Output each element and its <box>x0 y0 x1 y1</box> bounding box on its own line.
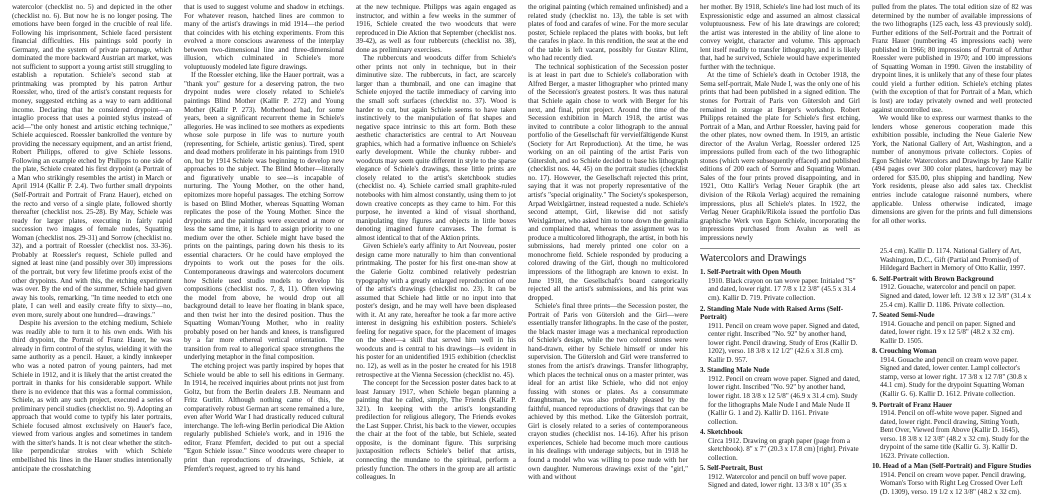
checklist-entries <box>700 268 860 490</box>
entry-details: Circa 1912. Drawing on graph paper (page from a sketchbook). 8" x 7" (20.3 x 17.8 cm) [right]. Private collection. <box>708 436 859 462</box>
entry-title: 8. Crouching Woman <box>872 347 937 356</box>
checklist-entry <box>700 305 860 365</box>
paragraph: Despite his aversion to the etching medium, Schiele was readily able to turn it to his own ends. With his third drypoint, the Portrait of Franz Hauer, he was already in firm control of the stylus, wielding it with the same authority as a pencil. Hauer, a kindly innkeeper who was a noted patron of young painters, had met Schiele in 1912, and it is likely that the artist created the portrait in thanks for his considerable support. While there is no evidence that this was a formal commission, Schiele, as with any such project, executed a series of preliminary pencil studies (checklist no. 9). Adopting an approach that would come to typify his later portraits, Schiele focused almost exclusively on Hauer's face, viewed from various angles and sometimes in tandem with the sitter's hands. It is not clear whether the stitch-like perpendicular strokes with which Schiele embellished his lines in the Hauer studies intentionally anticipate the crosshatching <box>12 319 172 473</box>
entry-details: 1914. Gouache and pencil on cream wove paper. Signed and dated, lower center. Lampl collector's stamp, verso at lower right. 17 3/8 x 12 7/8" (30.8 x 44.1 cm). Study for the drypoint Squatting Woman (Kallir G. 6). Kallir D. 1612. Private collection. <box>880 355 1028 398</box>
text-columns <box>12 3 1032 500</box>
checklist-entry <box>700 428 860 462</box>
paragraph: the original painting (which remained unfinished) and a related study (checklist no. 13), the table is set with plates of food and carafes of wine. For the more secular poster, Schiele replaced the plates with books, but left the carafes in place. In this rendition, the seat at the end of the table is left vacant, possibly for Gustav Klimt, who had recently died. <box>528 3 688 63</box>
checklist-entry <box>872 462 1032 496</box>
paragraph: The concept for the Secession poster dates back to at least January 1917, when Schiele began planning a painting that he called, simply, The Friends (Kallir P. 321). In keeping with the artist's longstanding predilection for religious allegory, The Friends evokes the Last Supper. Christ, his back to the viewer, occupies the chair at the foot of the table, but Schiele, seated opposite, is the dominant figure. This surprising juxtaposition reflects Schiele's belief that artists, connecting the mundane to the spiritual, perform a priestly function. The others in the group are all artistic colleagues. In <box>356 379 516 482</box>
paragraph: At the time of Schiele's death in October 1918, the Sema self-portrait, Male Nude I, was the only one of his prints that had been published in a signed edition. The stones for Portrait of Paris von Gütersloh and Girl remained in storage at Berger's workshop. Robert Philipps retained the plate for Schiele's first etching, Portrait of a Man, and Arthur Roessler, having paid for the other plates, now owned them. In 1919, an artistic director of the Avalun Verlag, Roessler ordered 125 impressions pulled from each of the two lithographic stones (which were subsequently effaced) and published editions of 200 each of Sorrow and Squatting Woman. Sales of the four prints proved disappointing, and in 1921, Otto Kallir's Verlag Neuer Graphik (the art division of the Rikola Verlag) acquired the remaining impressions, plus all Schiele's plates. In 1922, the Verlag Neuer Graphik/Rikola issued the portfolio Das graphische Werk von Egon Schiele, incorporating the impressions purchased from Avalun as well as impressions newly <box>700 71 860 242</box>
entry-title: 2. Standing Male Nude with Raised Arms (Self-Portrait) <box>700 304 844 322</box>
entry-details: 1914. Pencil on cream wove paper. Pencil drawing, Woman's Torso with Right Leg Crossed Over Left (D. 1309), verso. 19 1/2 x 12 3/8" (48.2 x 32 cm). <box>880 470 1026 496</box>
checklist-section <box>700 248 860 490</box>
checklist-entry <box>700 366 860 426</box>
checklist-entry <box>872 347 1032 398</box>
paragraph: The technical sophistication of the Secession poster is at least in part due to Schiele's collaboration with Alfred Berger, a master lithographer who printed many of the Secession's greatest posters. It was thus natural that Schiele again chose to work with Berger for his next, and final, print project. Around the time of the Secession exhibition in March 1918, the artist was invited to contribute a color lithograph to the annual portfolio of the Gesellschaft für vervielfältigende Kunst (Society for Art Reproduction). At the time, he was working on an oil painting of the artist Paris von Gütersloh, and so Schiele decided to base his lithograph (checklist nos. 44, 45) on the portrait studies (checklist no. 17). However, the Gesellschaft rejected this print, saying that it was not properly representative of the artist's "special originality." The Society's spokesperson, Arpad Weixlgärtner, instead requested a nude. Schiele's second attempt, Girl, likewise did not satisfy Weixlgärtner, who asked him to tone down the genitalia and complained that, whereas the assignment was to produce a multicolored lithograph, the artist, in both his submissions, had merely printed one color on a monochrome field. Schiele responded by producing a colored drawing of the Girl, though no multicolored impressions of the lithograph are known to exist. In June 1918, the Gesellschaft's board categorically rejected all the artist's submissions, and his print was dropped. <box>528 62 688 302</box>
column-4 <box>528 3 688 500</box>
paragraph: her mother. By 1918, Schiele's line had lost much of its Expressionistic edge and assumed an almost classical voluptuousness. Few of his late drawings are colored; the artist was interested in the ability of line alone to convey weight, character and volume. This approach lent itself readily to transfer lithography, and it is likely that, had he survived, Schiele would have experimented further with the technique. <box>700 3 860 71</box>
checklist-entry <box>872 401 1032 461</box>
checklist-entry <box>872 247 1032 273</box>
paragraph: that is used to suggest volume and shadow in etchings. For whatever reason, hatched lines are common to many of the artist's drawings in mid 1914—the period that coincides with his etching experiments. From this evolved a more conscious awareness of the interplay between two-dimensional line and three-dimensional illusion, which culminated in Schiele's more voluptuously modeled late figure drawings. <box>184 3 344 71</box>
paragraph: The etching project was partly inspired by hopes that Schiele would be able to sell his editions in Germany. In 1914, he received inquiries about prints not just from Goltz, but from the Berlin dealers J.B. Neumann and Fritz Gurlitt. Although nothing came of this, the comparatively robust German art scene remained a lure, even after World War I had drastically reduced cultural interchange. The left-wing Berlin periodical Die Aktion regularly published Schiele's work, and in 1916 the editor, Franz Pfemfert, decided to put out a special "Egon Schiele issue." Since woodcuts were cheaper to print than reproductions of drawings, Schiele, at Pfemfert's request, agreed to try his hand <box>184 361 344 473</box>
entry-details: 1912. Pencil on cream wove paper. Signed and dated, lower right. Inscribed "No. 92" by another hand, lower right. 18 3/8 x 12 5/8" (46.9 x 31.4 cm). Study for the lithographs Male Nude I and Male Nude II (Kallir G. 1 and 2). Kallir D. 1161. Private collection. <box>708 374 860 426</box>
entry-title: 4. Sketchbook <box>700 428 743 437</box>
checklist-continued <box>872 243 1032 496</box>
entry-title: 3. Standing Male Nude <box>700 366 770 375</box>
entry-title: 5. Self-Portrait, Bust <box>700 464 763 473</box>
entry-details: 1912. Gouache, watercolor and pencil on paper. Signed and dated, lower left. 12 3/8 x 12 3/8" (31.4 x 25.4 cm). Kallir D. 1186. Private collection. <box>880 283 1032 309</box>
paragraph: pulled from the plates. The total edition size of 82 was determined by the number of available impressions of the two lithographs (125 each, less 43 previously sold). Further editions of the Self-Portrait and the Portrait of Franz Hauer (numbering 45 impressions each) were published in 1966; 80 impressions of Portrait of Arthur Roessler were published in 1970; and 100 impressions of Squatting Woman in 1990. Given the instability of drypoint lines, it is unlikely that any of these four plates could yield a further edition. Schiele's etching plates (with the exception of that for Portrait of a Man, which is lost) are today privately owned and well protected against uncontrolled use. <box>872 3 1032 114</box>
entry-title: 1. Self-Portrait with Open Mouth <box>700 268 802 277</box>
checklist-entry <box>700 464 860 490</box>
paragraph: The rubbercuts and woodcuts differ from Schiele's other prints not only in technique, but in their diminutive size. The rubbercuts, in fact, are scarcely larger than a thumbnail, and one can imagine that Schiele enjoyed the tactile immediacy of carving into the small soft surfaces (checklist no. 37). Wood is harder to cut, but again Schiele seems to have taken instinctively to the manipulation of flat shapes and negative space intrinsic to this art form. Both these aesthetic characteristics are central to Art Nouveau graphics, which had a formative influence on Schiele's early development. While the chunky rubber- and woodcuts may seem quite different in style to the sparse elegance of Schiele's drawings, these little prints are closely related to the artist's sketchbook studies (checklist no. 4). Schiele carried small graphite-ruled notebooks with him almost constantly, using them to jot down creative concepts as they came to him. For this purpose, he invented a kind of visual shorthand, manipulating tiny figures and objects in little boxes denoting imagined future canvases. The format is almost identical to that of the Aktion prints. <box>356 54 516 242</box>
entry-title: 9. Portrait of Franz Hauer <box>872 400 953 409</box>
paragraph: If the Roessler etching, like the Hauer portrait, was a "thank you" gesture for a deserving patron, the two drypoint nudes were closely related to Schiele's paintings Blind Mother (Kallir P. 272) and Young Mother (Kallir P. 273). Motherhood had, for some years, been a significant recurrent theme in Schiele's allegories. He was inclined to see mothers as expedients whose sole purpose in life was to nurture youth (representing, for Schiele, artistic genius). Tired, spent and dead mothers proliferate in his paintings from 1910 on, but by 1914 Schiele was beginning to develop new approaches to the subject. The Blind Mother—literally and figuratively unable to see—is incapable of nurturing. The Young Mother, on the other hand, epitomizes more hopeful passages. The etching Sorrow is based on Blind Mother, whereas Squatting Woman replicates the pose of the Young Mother. Since the drypoints and the paintings were executed at more or less the same time, it is hard to assign priority to one medium over the other. Schiele might have based the prints on the paintings, paring down his thesis to its essential characters. Or he could have employed the drypoints to work out the poses for the oils. Contemporaneous drawings and watercolors document how Schiele used studio models to develop his compositions (checklist nos. 7, 8, 11). Often viewing the model from above, he would drop out all background detail to leave her floating in blank space, and then twist her into the desired position. Thus the Squatting Woman/Young Mother, who in reality probably posed on her hands and knees, is transfigured by a far more ethereal vertical orientation. The transition from real to allegorical space strengthens the underlying metaphor in the final composition. <box>184 71 344 362</box>
entry-details: 1914. Gouache and pencil on paper. Signed and dated, lower right. 19 x 12 5/8" (48.2 x 32 cm). Kallir D. 1505. <box>880 319 1016 345</box>
column-6 <box>872 3 1032 500</box>
column-2 <box>184 3 344 500</box>
checklist-entry <box>872 311 1032 345</box>
checklist-entry <box>700 268 860 302</box>
column-5 <box>700 3 860 500</box>
paragraph: at the new technique. Philipps was again engaged as instructor, and within a few weeks in the summer of 1916, Schiele created the two woodcuts that were reproduced in Die Aktion that September (checklist nos. 39-42), as well as four rubbercuts (checklist no. 38), done as preliminary exercises. <box>356 3 516 54</box>
entry-details: 1910. Black crayon on tan wove paper. Initialed "S" and dated, lower right. 17 7/8 x 12 3/8" (45.5 x 31.4 cm). Kallir D. 719. Private collection. <box>708 276 856 302</box>
entry-details: 1912. Watercolor and pencil on buff wove paper. Signed and dated, lower right. 13 3/8 x 10" (35 x <box>708 472 847 490</box>
entry-details: 25.4 cm). Kallir D. 1174. National Gallery of Art, Washington, D.C., Gift (Partial and Promised) of Hildegard Bachert in Memory of Otto Kallir, 1997. <box>880 247 1026 273</box>
entry-title: 7. Seated Semi-Nude <box>872 311 935 320</box>
paragraph: watercolor (checklist no. 5) and depicted in the other (checklist no. 6). But now he is no longer posing. The emotions have been forged in the crucible of real life. Following his imprisonment, Schiele faced persistent financial difficulties. His paintings sold poorly in Germany, and the system of private patronage, which dominated the more backward Austrian art market, was not sufficient to support a young artist still struggling to establish a reputation. Schiele's second stab at printmaking was prompted by his patron Arthur Roessler, who, tired of the artist's constant requests for money, suggested etching as a way to earn additional income. Declaring that he considered drypoint—an intaglio process that uses a pointed stylus instead of acid—"the only honest and artistic etching technique," Schiele acquiesced. Roessler bankrolled the venture by providing the necessary equipment, and an artist friend, Robert Philipps, offered to give Schiele lessons. Following an example etched by Philipps to one side of the plate, Schiele created his first drypoint (a Portrait of a Man who strikingly resembles the artist) in March or April 1914 (Kallir P. 2.4). Two further small drypoints (Self-Portrait and Portrait of Franz Hauer), etched on the recto and verso of a single plate, followed shortly thereafter (checklist nos. 25-28). By May, Schiele was ready for larger plates, executing in fairly rapid succession two images of female nudes, Squatting Woman (checklist nos. 29-31) and Sorrow (checklist no. 32), and a portrait of Roessler (checklist nos. 33-36). Probably at Roessler's request, Schiele pulled and signed at least nine (and possibly over 30) impressions of the portrait, but very few lifetime proofs exist of the other drypoints. And with this, the etching experiment was over. By the end of the summer, Schiele had given away his tools, remarking, "In time needed to etch one plate, I can well and easily create fifty to sixty—no, even more, surely about one hundred—drawings." <box>12 3 172 319</box>
paragraph: Schiele's final three prints—the Secession poster, the Portrait of Paris von Gütersloh and the Girl—were essentially transfer lithographs. In the case of the poster, the black master image was a mechanical reproduction of Schiele's design, while the two colored stones were hand-drawn, either by Schiele himself or under his supervision. The Gütersloh and Girl were transferred to stones from the artist's drawings. Transfer lithography, which places the technical onus on a master printer, was ideal for an artist like Schiele, who did not enjoy fussing with stones or plates. As a consummate draughtsman, he was also probably pleased by the faithful, nuanced reproductions of drawings that can be achieved by this method. Like the Gütersloh portrait, Girl is closely related to a series of contemporaneous crayon studies (checklist nos. 14-16). After his prison experiences, Schiele had become much more cautious in his dealings with underage subjects, but in 1918 he found a model who was willing to pose nude with her own daughter. Numerous drawings exist of the "girl," with and without <box>528 302 688 482</box>
entry-details: 1911. Pencil on cream wove paper. Signed and dated, center right. Inscribed "No. 92" by another hand, lower right. Pencil drawing. Study of Eros (Kallir D. 1202), verso. 18 3/8 x 12 1/2" (42.6 x 31.8 cm). Kallir D. 957. <box>708 321 860 364</box>
checklist-entry <box>872 275 1032 309</box>
column-1 <box>12 3 172 500</box>
section-title: Watercolors and Drawings <box>700 253 807 265</box>
paragraph: Given Schiele's early affinity to Art Nouveau, poster design came more naturally to him than conventional printmaking. The poster for his first one-man show at the Galerie Goltz combined relatively pedestrian typography with a greatly enlarged reproduction of one of the artist's drawings (checklist no. 23). It can be assumed that Schiele had little or no input into that poster's design, and he may well have been displeased with it. At any rate, hereafter he took a far more active interest in designing his exhibition posters. Schiele's feeling for negative space, for the placement of images on the sheet—a skill that served him well in his woodcuts and is central to his drawings—is evident in his poster for an unidentified 1915 exhibition (checklist no. 12), as well as in the poster he created for his 1918 retrospective at the Vienna Secession (checklist no. 45). <box>356 242 516 379</box>
entry-details: 1914. Pencil on off-white wove paper. Signed and dated, lower right. Pencil drawing, Sitting Youth, Bent Over, Viewed from Above (Kallir D. 1645), verso. 18 3/8 x 12 3/8" (48.2 x 32 cm). Study for the drypoint of the same title (Kallir G. 3). Kallir D. 1623. Private collection. <box>880 409 1029 460</box>
entry-title: 6. Self-Portrait with Brown Background <box>872 274 994 283</box>
column-3 <box>356 3 516 500</box>
paragraph: We would like to express our warmest thanks to the lenders whose generous cooperation made this exhibition possible, including the Neue Galerie New York, the National Gallery of Art, Washington, and a number of anonymous private collectors. Copies of Egon Schiele: Watercolors and Drawings by Jane Kallir (494 pages over 300 color plates, hardcover) may be ordered for $35.00, plus shipping and handling. New York residents, please also add sales tax. Checklist entries include catalogue raisonné numbers, where applicable. Unless otherwise indicated, image dimensions are given for the prints and full dimensions for all other works. <box>872 114 1032 225</box>
entry-title: 10. Head of a Man (Self-Portrait) and Figure Studies <box>872 462 1032 471</box>
